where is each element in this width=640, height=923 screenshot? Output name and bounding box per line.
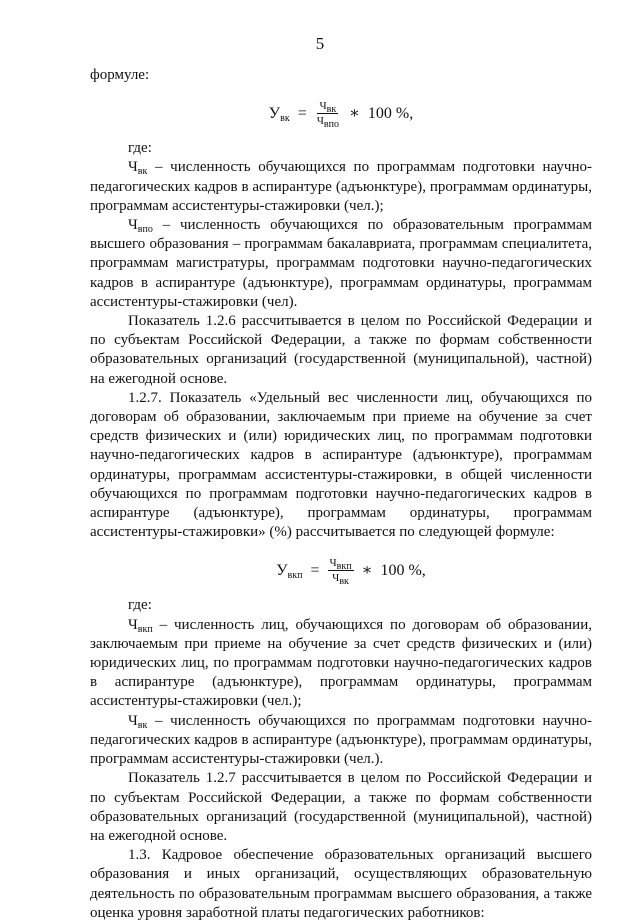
formula-fraction [328,556,354,587]
definition-chvk: $Ч_{вк}$ – численность обучающихся по программам подготовки научно-педагогических кадров в аспирантуре (адъюнктуре), программам ординатуры, программам ассистентуры-стажировки (чел.); [90,159,592,214]
definition-chvkp: $Ч_{вкп}$ – численность лиц, обучающихся по договорам об образовании, заключаемым при приеме на обучение за счет средств физических и (или) юридических лиц, по программам подготовки научно-педагогических кадров в аспирантуре (адъюнктуре), программам ординатуры, программам ассистентуры-стажировки (чел.); [90,616,592,710]
formula-rhs: 100 %, [367,104,414,122]
paragraph-1-2-6: Показатель 1.2.6 рассчитывается в целом по Российской Федерации и по субъектам Российской Федерации, а также по формам собственности образовательных организаций (государственной (муниципальной), частной) на ежегодной основе. [90,313,592,387]
formula-rhs: 100 %, [380,561,426,579]
formula-denominator: $Ч_{вк}$ [332,571,349,587]
formula-times: ∗ [361,561,373,579]
formula-times: ∗ [348,104,360,122]
formula-equals: = [310,561,320,579]
definition-chvpo: $Ч_{впо}$ – численность обучающихся по образовательным программам высшего образования – программам бакалавриата, программам специалитета, программам магистратуры, программам подготовки научно-педагогических кадров в аспирантуре (адъюнктуре), программам ординатуры, программам ассистентуры-стажировки (чел). [90,217,592,310]
paragraph-1-2-7: 1.2.7. Показатель «Удельный вес численности лиц, обучающихся по договорам об образовании, заключаемым при приеме на обучение за счет средств физических и (или) юридических лиц, по программам подготовки научно-педагогических кадров в аспирантуре (адъюнктуре), программам ординатуры, программам ассистентуры-стажировки, в общей численности обучающихся по программам подготовки научно-педагогических кадров в аспирантуре (адъюнктуре), программам ординатуры, программам ассистентуры-стажировки» (%) рассчитывается по следующей формуле: [90,389,592,541]
formula-lhs: $У_{вкп}$ [276,561,303,581]
formula-numerator: $Ч_{вкп}$ [329,556,352,572]
where-label: где: [128,597,152,614]
definition-chvk-2: $Ч_{вк}$ – численность обучающихся по программам подготовки научно-педагогических кадров в аспирантуре (адъюнктуре), программам ординатуры, программам ассистентуры-стажировки (чел.). [90,712,592,768]
paragraph-1-3: 1.3. Кадровое обеспечение образовательных организаций высшего образования и иных организаций, осуществляющих образовательную деятельность по образовательным программам высшего образования, а также оценка уровня заработной платы педагогических работников: [90,847,592,921]
page-number: 5 [315,34,325,53]
formula-fraction [315,99,341,130]
formula-numerator: $Ч_{вк}$ [319,99,337,115]
paragraph-1-2-7-scope: Показатель 1.2.7 рассчитывается в целом по Российской Федерации и по субъектам Российской Федерации, а также по формам собственности образовательных организаций (государственной (муниципальной), частной) на ежегодной основе. [90,770,592,844]
page-content [90,66,592,923]
formula-equals: = [297,104,307,122]
lead-text: формуле: [90,67,150,83]
formula-lhs: $У_{вк}$ [268,104,290,124]
formula-uvk [90,89,592,137]
formula-uvkp [110,546,592,594]
formula-denominator: $Ч_{впо}$ [316,114,339,130]
where-label: где: [128,140,152,157]
